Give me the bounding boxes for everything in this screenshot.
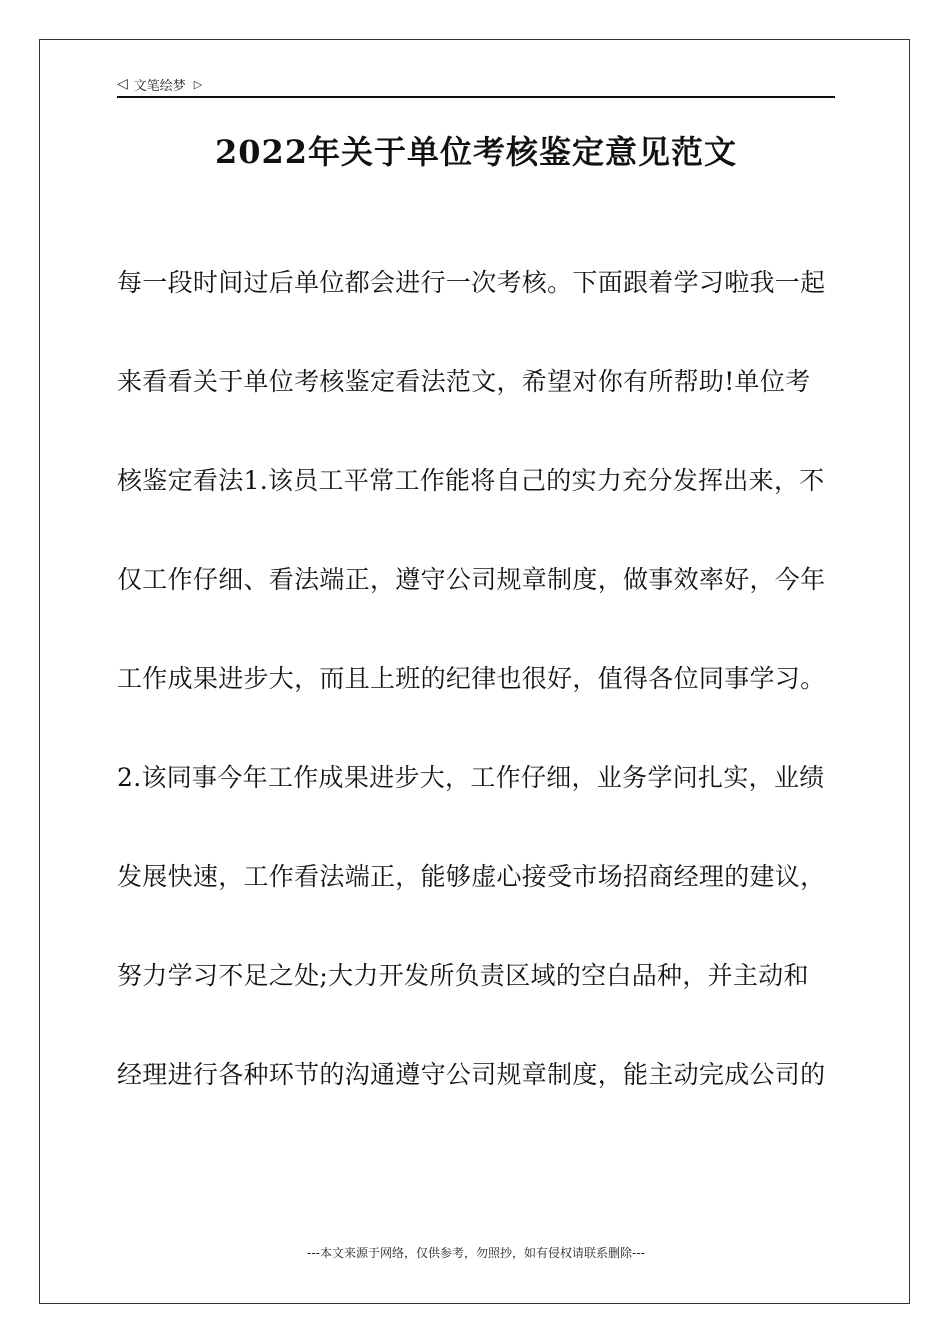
footer-disclaimer: ---本文来源于网络，仅供参考，勿照抄，如有侵权请联系删除--- xyxy=(307,1246,645,1260)
triangle-right-icon: ▷ xyxy=(193,77,203,91)
document-title: 2022年关于单位考核鉴定意见范文 xyxy=(214,133,738,171)
body-line: 来看看关于单位考核鉴定看法范文，希望对你有所帮助!单位考 xyxy=(117,367,811,396)
triangle-left-icon: ◁ xyxy=(117,76,128,92)
body-line: 2.该同事今年工作成果进步大，工作仔细，业务学问扎实，业绩 xyxy=(117,763,825,792)
body-line: 仅工作仔细、看法端正，遵守公司规章制度，做事效率好，今年 xyxy=(117,565,826,594)
body-line: 经理进行各种环节的沟通遵守公司规章制度，能主动完成公司的 xyxy=(117,1060,826,1089)
body-line: 核鉴定看法1.该员工平常工作能将自己的实力充分发挥出来，不 xyxy=(117,466,825,495)
page-header xyxy=(117,72,835,98)
body-line: 努力学习不足之处;大力开发所负责区域的空白品种，并主动和 xyxy=(117,961,809,990)
body-line: 每一段时间过后单位都会进行一次考核。下面跟着学习啦我一起 xyxy=(117,268,826,297)
body-line: 工作成果进步大，而且上班的纪律也很好，值得各位同事学习。 xyxy=(117,664,826,693)
brand-name: 文笔绘梦 xyxy=(133,78,186,94)
document-body xyxy=(117,262,857,1153)
body-line: 发展快速，工作看法端正，能够虚心接受市场招商经理的建议， xyxy=(117,862,826,891)
